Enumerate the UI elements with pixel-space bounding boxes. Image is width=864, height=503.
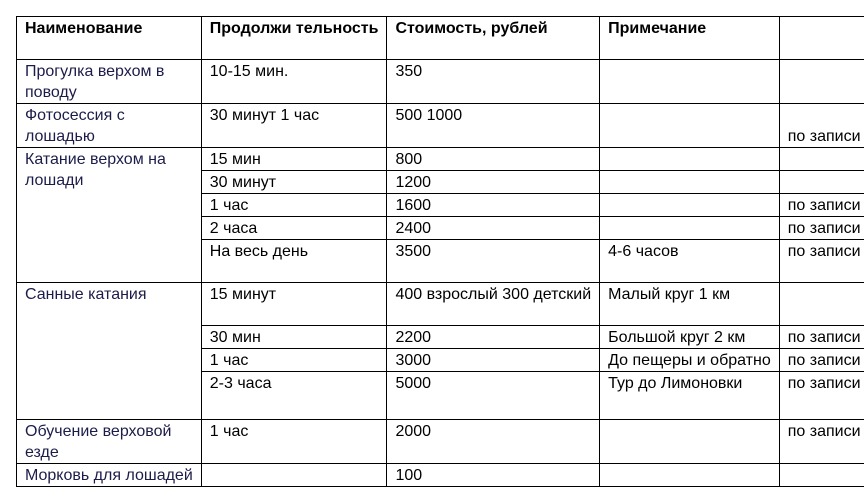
header-duration: Продолжи тельность xyxy=(201,17,387,60)
cell-extra: по записи xyxy=(779,240,864,283)
cell-duration: 1 час xyxy=(201,194,387,217)
cell-extra xyxy=(779,283,864,326)
cell-duration: 30 минут xyxy=(201,171,387,194)
cell-cost: 1600 xyxy=(387,194,600,217)
cell-note: Тур до Лимоновки xyxy=(600,372,780,420)
header-name: Наименование xyxy=(17,17,202,60)
cell-extra: по записи xyxy=(779,349,864,372)
cell-cost: 800 xyxy=(387,148,600,171)
cell-note: До пещеры и обратно xyxy=(600,349,780,372)
cell-duration: 1 час xyxy=(201,349,387,372)
cell-extra xyxy=(779,171,864,194)
cell-extra: по записи xyxy=(779,326,864,349)
table-row xyxy=(17,60,864,104)
cell-note xyxy=(600,420,780,464)
cell-note xyxy=(600,104,780,148)
cell-cost: 3000 xyxy=(387,349,600,372)
cell-duration: 30 минут 1 час xyxy=(201,104,387,148)
cell-note xyxy=(600,60,780,104)
cell-duration: На весь день xyxy=(201,240,387,283)
table-row xyxy=(17,464,864,487)
cell-cost: 500 1000 xyxy=(387,104,600,148)
cell-cost: 2000 xyxy=(387,420,600,464)
cell-note: Малый круг 1 км xyxy=(600,283,780,326)
cell-note: Большой круг 2 км xyxy=(600,326,780,349)
cell-note xyxy=(600,217,780,240)
cell-cost: 2200 xyxy=(387,326,600,349)
cell-duration: 2-3 часа xyxy=(201,372,387,420)
cell-name: Санные катания xyxy=(17,283,202,420)
cell-duration: 15 минут xyxy=(201,283,387,326)
cell-duration xyxy=(201,464,387,487)
cell-note xyxy=(600,464,780,487)
table-row xyxy=(17,148,864,171)
cell-name: Катание верхом на лошади xyxy=(17,148,202,283)
cell-duration: 10-15 мин. xyxy=(201,60,387,104)
cell-extra xyxy=(779,148,864,171)
cell-note xyxy=(600,148,780,171)
cell-name: Обучение верховой езде xyxy=(17,420,202,464)
cell-cost: 2400 xyxy=(387,217,600,240)
cell-name: Прогулка верхом в поводу xyxy=(17,60,202,104)
header-cost: Стоимость, рублей xyxy=(387,17,600,60)
cell-duration: 2 часа xyxy=(201,217,387,240)
cell-name: Фотосессия с лошадью xyxy=(17,104,202,148)
cell-cost: 400 взрослый 300 детский xyxy=(387,283,600,326)
cell-duration: 1 час xyxy=(201,420,387,464)
cell-cost: 3500 xyxy=(387,240,600,283)
table-row xyxy=(17,283,864,326)
cell-note: 4-6 часов xyxy=(600,240,780,283)
cell-note xyxy=(600,194,780,217)
cell-extra: по записи xyxy=(779,217,864,240)
cell-extra: по записи xyxy=(779,104,864,148)
cell-duration: 15 мин xyxy=(201,148,387,171)
price-table xyxy=(16,16,864,487)
cell-extra xyxy=(779,60,864,104)
table-row xyxy=(17,420,864,464)
cell-name: Морковь для лошадей xyxy=(17,464,202,487)
cell-cost: 100 xyxy=(387,464,600,487)
cell-extra xyxy=(779,464,864,487)
cell-extra: по записи xyxy=(779,420,864,464)
cell-extra: по записи xyxy=(779,372,864,420)
cell-cost: 350 xyxy=(387,60,600,104)
cell-cost: 1200 xyxy=(387,171,600,194)
table-row xyxy=(17,104,864,148)
header-note: Примечание xyxy=(600,17,780,60)
table-header-row xyxy=(17,17,864,60)
cell-note xyxy=(600,171,780,194)
cell-duration: 30 мин xyxy=(201,326,387,349)
header-extra xyxy=(779,17,864,60)
cell-extra: по записи xyxy=(779,194,864,217)
cell-cost: 5000 xyxy=(387,372,600,420)
